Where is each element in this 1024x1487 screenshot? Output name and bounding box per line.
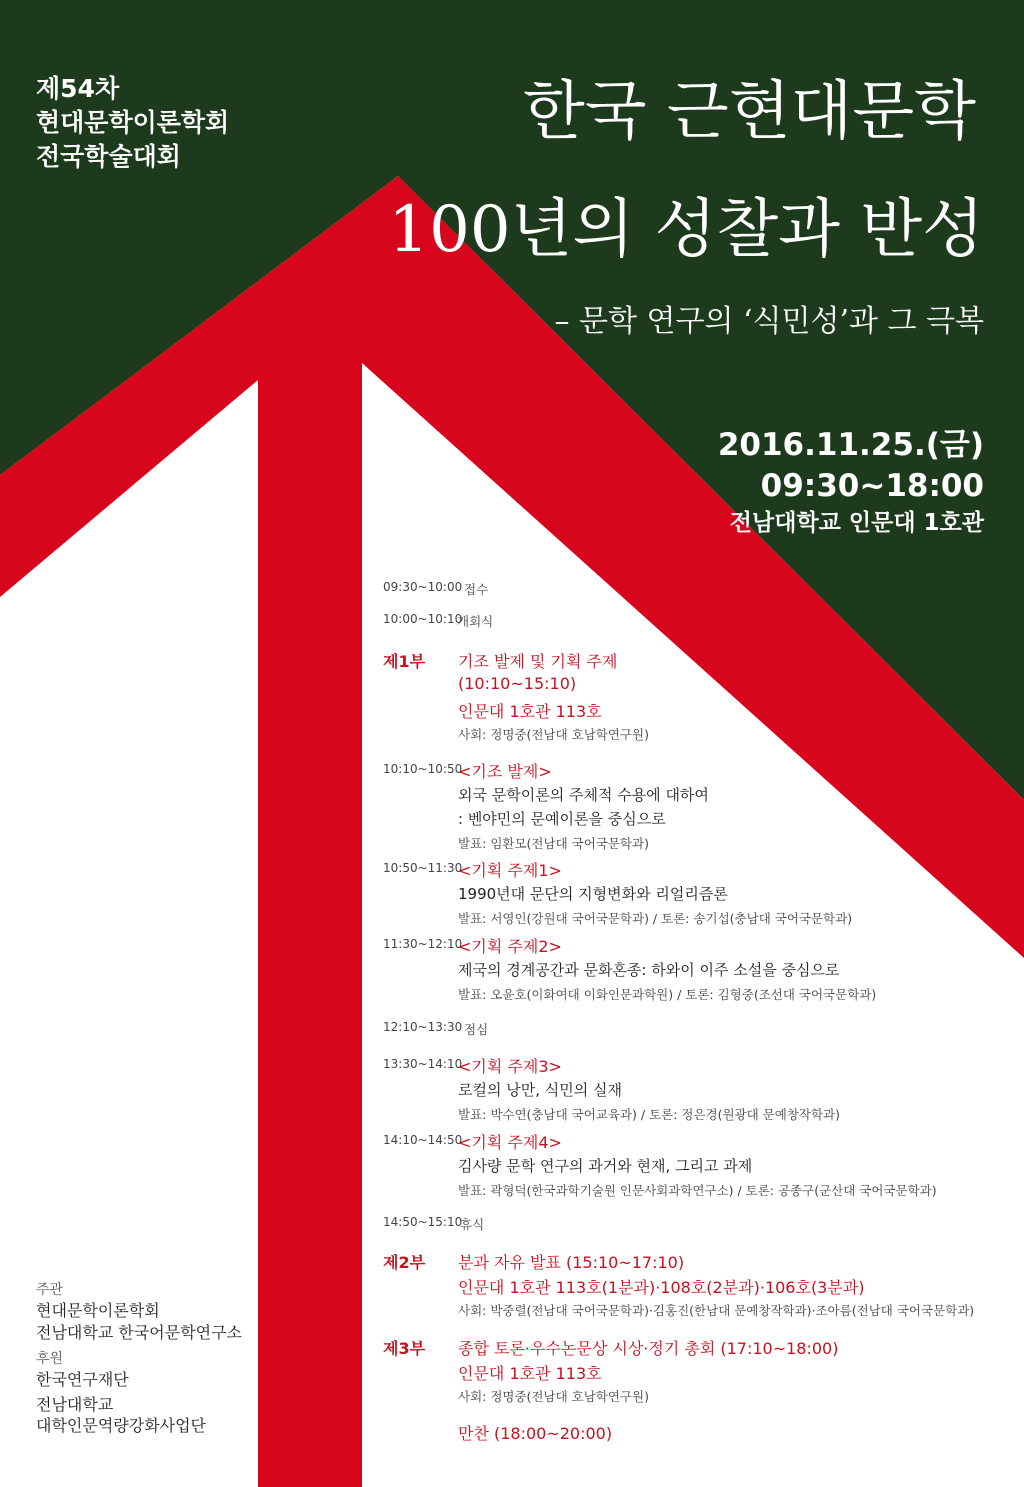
- part2-chair: 사회: 박중렬(전남대 국어국문학과)·김홍진(한남대 문예창작학과)·조아름(전남대 국어국문학과): [458, 1303, 975, 1318]
- part2-title: 분과 자유 발표 (15:10~17:10): [458, 1253, 685, 1272]
- edition-line: 전국학술대회: [36, 142, 181, 171]
- break-time: 14:50~15:10: [383, 1215, 463, 1229]
- conference-edition: [36, 72, 229, 174]
- topic4-time: 14:10~14:50: [383, 1133, 463, 1147]
- topic1-presenter: 발표: 서영인(강원대 국어국문학과) / 토론: 송기섭(충남대 국어국문학과): [458, 911, 853, 926]
- part1-chair: 사회: 정명중(전남대 호남학연구원): [458, 727, 649, 742]
- main-title-line1: 한국 근현대문학: [522, 75, 976, 149]
- topic3-title: 로컬의 낭만, 식민의 실재: [458, 1081, 622, 1099]
- part2-room: 인문대 1호관 113호(1분과)·108호(2분과)·106호(3분과): [458, 1278, 865, 1297]
- main-title-line2: 100년의 성찰과 반성: [388, 193, 984, 267]
- event-date: 2016.11.25.(금): [717, 427, 984, 463]
- part3-chair: 사회: 정명중(전남대 호남학연구원): [458, 1389, 649, 1404]
- topic4-head: <기획 주제4>: [458, 1133, 562, 1152]
- break-label: 휴식: [460, 1217, 485, 1232]
- part3-label: 제3부: [383, 1339, 426, 1358]
- part1-label: 제1부: [383, 652, 426, 671]
- host-label: 주관: [36, 1282, 64, 1298]
- part1-room: 인문대 1호관 113호: [458, 702, 602, 721]
- part1-title: 기조 발제 및 기획 주제: [458, 652, 618, 671]
- sponsor-name: 한국연구재단: [36, 1370, 129, 1389]
- event-venue: 전남대학교 인문대 1호관: [729, 510, 984, 536]
- host-name: 전남대학교 한국어문학연구소: [36, 1323, 243, 1342]
- topic3-head: <기획 주제3>: [458, 1057, 562, 1076]
- topic1-time: 10:50~11:30: [383, 861, 463, 875]
- sponsor-label: 후원: [36, 1351, 64, 1367]
- sponsor-name: 전남대학교: [36, 1395, 114, 1414]
- dinner: 만찬 (18:00~20:00): [458, 1424, 613, 1443]
- topic2-time: 11:30~12:10: [383, 937, 463, 951]
- opening-label: 개회식: [457, 614, 494, 629]
- topic1-head: <기획 주제1>: [458, 861, 562, 880]
- keynote-presenter: 발표: 임환모(전남대 국어국문학과): [458, 836, 649, 851]
- keynote-title-2: : 벤야민의 문예이론을 중심으로: [458, 810, 666, 828]
- opening-time: 10:00~10:10: [383, 612, 463, 626]
- topic4-presenter: 발표: 곽형덕(한국과학기술원 인문사회과학연구소) / 토론: 공종구(군산대 국어국문학과): [458, 1183, 937, 1198]
- keynote-title-1: 외국 문학이론의 주체적 수용에 대하여: [458, 786, 709, 804]
- reception-label: 접수: [464, 582, 489, 597]
- part1-time: (10:10~15:10): [458, 674, 577, 693]
- topic3-presenter: 발표: 박수연(충남대 국어교육과) / 토론: 정은경(원광대 문예창작학과): [458, 1107, 841, 1122]
- reception-time: 09:30~10:00: [383, 580, 463, 594]
- topic2-title: 제국의 경계공간과 문화혼종: 하와이 이주 소설을 중심으로: [458, 961, 840, 979]
- event-time: 09:30~18:00: [760, 468, 984, 504]
- keynote-time: 10:10~10:50: [383, 762, 463, 776]
- edition-line: 현대문학이론학회: [36, 108, 230, 137]
- lunch-time: 12:10~13:30: [383, 1020, 463, 1034]
- topic3-time: 13:30~14:10: [383, 1057, 463, 1071]
- topic2-presenter: 발표: 오윤호(이화여대 이화인문과학원) / 토론: 김형중(조선대 국어국문학과): [458, 987, 877, 1002]
- part3-room: 인문대 1호관 113호: [458, 1364, 602, 1383]
- part3-title: 종합 토론·우수논문상 시상·정기 총회 (17:10~18:00): [458, 1339, 839, 1358]
- keynote-head: <기조 발제>: [458, 762, 552, 781]
- edition-line: 제54차: [36, 74, 120, 103]
- topic1-title: 1990년대 문단의 지형변화와 리얼리즘론: [458, 885, 728, 903]
- sponsor-name: 대학인문역량강화사업단: [36, 1416, 207, 1435]
- host-name: 현대문학이론학회: [36, 1301, 160, 1320]
- topic2-head: <기획 주제2>: [458, 937, 562, 956]
- lunch-label: 점심: [464, 1022, 489, 1037]
- topic4-title: 김사량 문학 연구의 과거와 현재, 그리고 과제: [458, 1157, 753, 1175]
- part2-label: 제2부: [383, 1253, 426, 1272]
- subtitle: – 문학 연구의 ‘식민성’과 그 극복: [554, 304, 984, 339]
